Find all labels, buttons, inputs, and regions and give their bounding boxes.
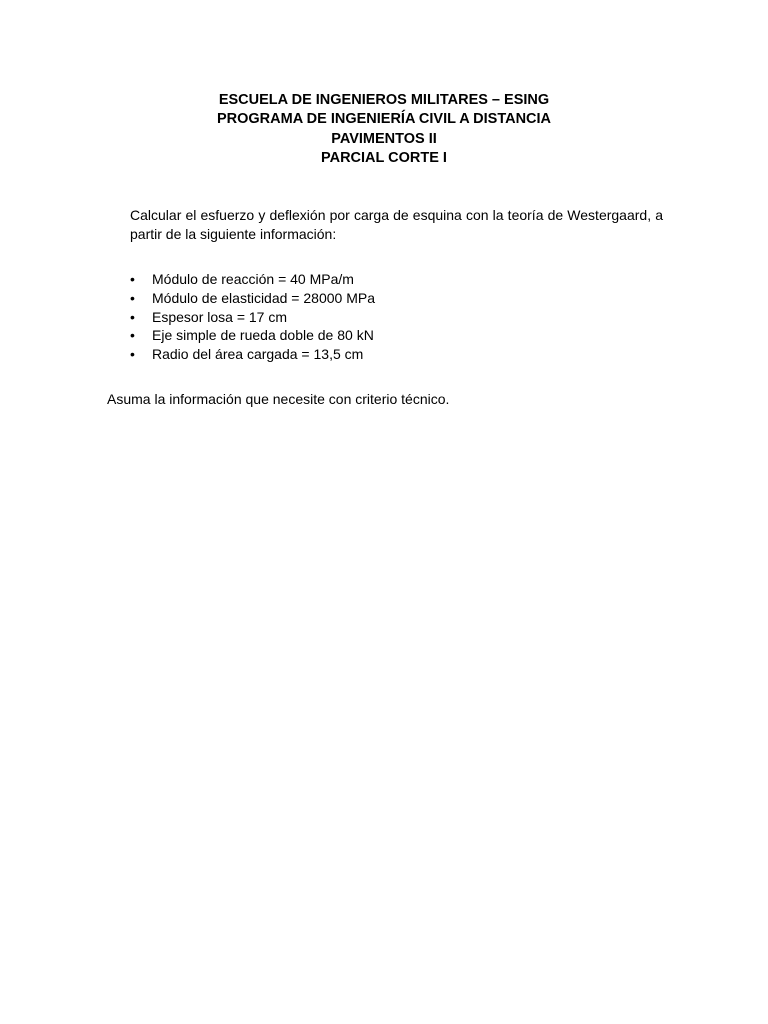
closing-note: Asuma la información que necesite con criterio técnico. bbox=[107, 391, 450, 407]
bullet-icon: • bbox=[130, 346, 135, 363]
bullet-icon: • bbox=[130, 308, 135, 325]
bullet-icon: • bbox=[130, 327, 135, 344]
list-item-text: Módulo de reacción = 40 MPa/m bbox=[152, 271, 354, 287]
list-item bbox=[130, 345, 375, 364]
list-item bbox=[130, 289, 375, 308]
list-item bbox=[130, 270, 375, 289]
list-item-text: Eje simple de rueda doble de 80 kN bbox=[152, 327, 374, 344]
header-course: PAVIMENTOS II bbox=[331, 130, 437, 147]
document-header bbox=[0, 91, 768, 168]
header-institution: ESCUELA DE INGENIEROS MILITARES – ESING bbox=[218, 92, 550, 108]
header-program: PROGRAMA DE INGENIERÍA CIVIL A DISTANCIA bbox=[216, 111, 552, 128]
bullet-icon: • bbox=[130, 289, 135, 306]
list-item-text: Módulo de elasticidad = 28000 MPa bbox=[152, 289, 375, 306]
list-item-text: Radio del área cargada = 13,5 cm bbox=[152, 346, 364, 363]
list-item bbox=[130, 308, 375, 327]
given-data-list bbox=[130, 270, 375, 364]
list-item bbox=[130, 326, 375, 345]
bullet-icon: • bbox=[130, 271, 135, 287]
problem-statement: Calcular el esfuerzo y deflexión por carga de esquina con la teoría de Westergaard, a partir de la siguiente información: bbox=[130, 207, 663, 242]
list-item-text: Espesor losa = 17 cm bbox=[152, 308, 288, 325]
header-exam-title: PARCIAL CORTE I bbox=[321, 149, 447, 166]
